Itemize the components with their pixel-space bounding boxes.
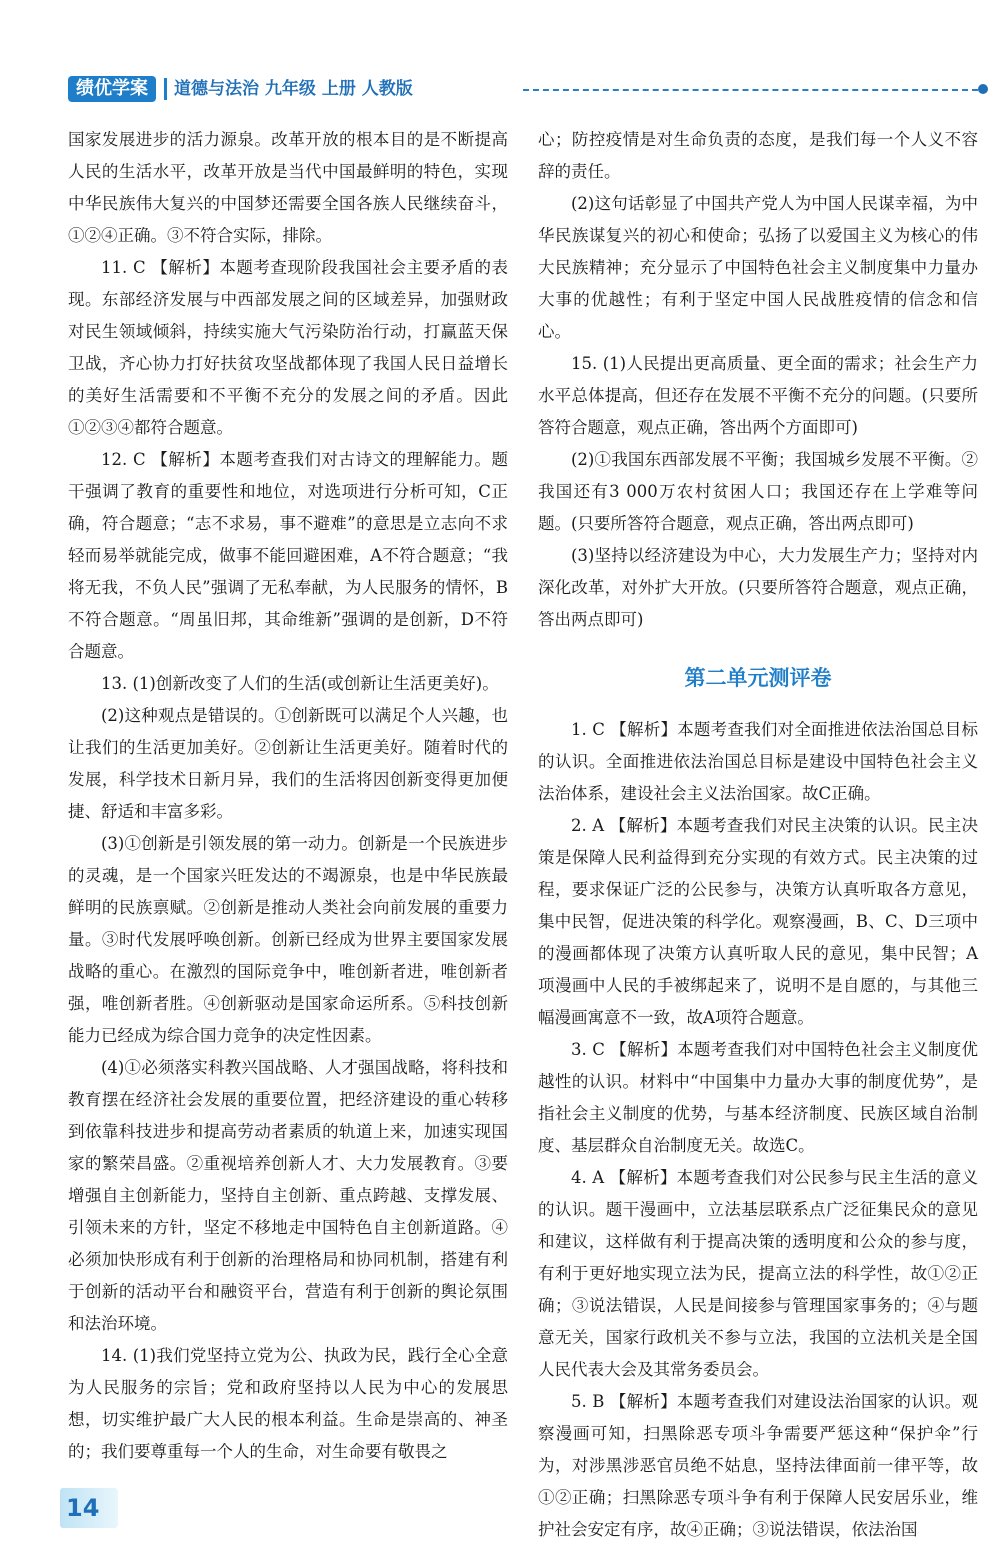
brand-badge: 绩优学案	[68, 76, 156, 102]
answer-13-4: (4)①必须落实科教兴国战略、人才强国战略，将科技和教育摆在经济社会发展的重要位置，把经济建设的重心转移到依靠科技进步和提高劳动者素质的轨道上来，加速实现国家的繁荣昌盛。②重视培养创新人才、大力发展教育。③要增强自主创新能力，坚持自主创新、重点跨越、支撑发展、引领未来的方针，坚定不移地走中国特色自主创新道路。④必须加快形成有利于创新的治理格局和协同机制，搭建有利于创新的活动平台和融资平台，营造有利于创新的舆论氛围和法治环境。	[68, 1058, 508, 1333]
answer-14-1: 14. (1)我们党坚持立党为公、执政为民，践行全心全意为人民服务的宗旨；党和政府坚持以人民为中心的发展思想，切实维护最广大人民的根本利益。生命是崇高的、神圣的；我们要尊重每一个人的生命，对生命要有敬畏之	[68, 1346, 508, 1461]
brand-divider	[164, 78, 167, 100]
answer-15-1: 15. (1)人民提出更高质量、更全面的需求；社会生产力水平总体提高，但还存在发展不平衡不充分的问题。(只要所答符合题意，观点正确，答出两个方面即可)	[538, 354, 978, 437]
answer-15-2: (2)①我国东西部发展不平衡；我国城乡发展不平衡。②我国还有3 000万农村贫困人口；我国还存在上学难等问题。(只要所答符合题意，观点正确，答出两点即可)	[538, 450, 978, 533]
right-column	[538, 124, 978, 1546]
unit2-answer-5: 5. B 【解析】本题考查我们对建设法治国家的认识。观察漫画可知，扫黑除恶专项斗争需要严惩这种“保护伞”行为，对涉黑涉恶官员绝不姑息，坚持法律面前一律平等，故①②正确；扫黑除恶专项斗争有利于保障人民安居乐业，维护社会安定有序，故④正确；③说法错误，依法治国	[538, 1392, 978, 1539]
answer-13-1: 13. (1)创新改变了人们的生活(或创新让生活更美好)。	[101, 674, 499, 693]
answer-13-2: (2)这种观点是错误的。①创新既可以满足个人兴趣，也让我们的生活更加美好。②创新让生活更美好。随着时代的发展，科学技术日新月异，我们的生活将因创新变得更加便捷、舒适和丰富多彩。	[68, 706, 508, 821]
page-header	[68, 72, 988, 106]
answer-11: 11. C 【解析】本题考查现阶段我国社会主要矛盾的表现。东部经济发展与中西部发展之间的区域差异，加强财政对民生领域倾斜，持续实施大气污染防治行动，打赢蓝天保卫战，齐心协力打好扶贫攻坚战都体现了我国人民日益增长的美好生活需要和不平衡不充分的发展之间的矛盾。因此①②③④都符合题意。	[68, 258, 508, 437]
unit2-answer-3: 3. C 【解析】本题考查我们对中国特色社会主义制度优越性的认识。材料中“中国集中力量办大事的制度优势”，是指社会主义制度的优势，与基本经济制度、民族区域自治制度、基层群众自治制度无关。故选C。	[538, 1040, 978, 1155]
section-title: 第二单元测评卷	[684, 666, 832, 690]
answer-13-3: (3)①创新是引领发展的第一动力。创新是一个民族进步的灵魂，是一个国家兴旺发达的不竭源泉，也是中华民族最鲜明的民族禀赋。②创新是推动人类社会向前发展的重要力量。③时代发展呼唤创新。创新已经成为世界主要国家发展战略的重心。在激烈的国际竞争中，唯创新者进，唯创新者强，唯创新者胜。④创新驱动是国家命运所系。⑤科技创新能力已经成为综合国力竞争的决定性因素。	[68, 834, 508, 1045]
answer-paragraph: 国家发展进步的活力源泉。改革开放的根本目的是不断提高人民的生活水平，改革开放是当代中国最鲜明的特色，实现中华民族伟大复兴的中国梦还需要全国各族人民继续奋斗，①②④正确。③不符合实际，排除。	[68, 130, 508, 245]
left-column	[68, 124, 508, 1468]
header-dotted-rule	[523, 89, 978, 91]
answer-14-2: (2)这句话彰显了中国共产党人为中国人民谋幸福，为中华民族谋复兴的初心和使命；弘扬了以爱国主义为核心的伟大民族精神；充分显示了中国特色社会主义制度集中力量办大事的优越性；有利于坚定中国人民战胜疫情的信念和信心。	[538, 194, 978, 341]
unit2-answer-2: 2. A 【解析】本题考查我们对民主决策的认识。民主决策是保障人民利益得到充分实现的有效方式。民主决策的过程，要求保证广泛的公民参与，决策方认真听取各方意见，集中民智，促进决策的科学化。观察漫画，B、C、D三项中的漫画都体现了决策方认真听取人民的意见，集中民智；A项漫画中人民的手被绑起来了，说明不是自愿的，与其他三幅漫画寓意不一致，故A项符合题意。	[538, 816, 978, 1027]
answer-12: 12. C 【解析】本题考查我们对古诗文的理解能力。题干强调了教育的重要性和地位，对选项进行分析可知，C正确，符合题意；“志不求易，事不避难”的意思是立志向不求轻而易举就能完成，做事不能回避困难，A不符合题意；“我将无我，不负人民”强调了无私奉献，为人民服务的情怀，B不符合题意。“周虽旧邦，其命维新”强调的是创新，D不符合题意。	[68, 450, 508, 661]
page-number: 14	[60, 1488, 118, 1528]
unit2-answer-1: 1. C 【解析】本题考查我们对全面推进依法治国总目标的认识。全面推进依法治国总目标是建设中国特色社会主义法治体系，建设社会主义法治国家。故C正确。	[538, 720, 978, 803]
header-rule-end-dot	[978, 84, 988, 94]
book-subject: 道德与法治 九年级 上册 人教版	[174, 79, 413, 99]
unit2-answer-4: 4. A 【解析】本题考查我们对公民参与民主生活的意义的认识。题干漫画中，立法基层联系点广泛征集民众的意见和建议，这样做有利于提高决策的透明度和公众的参与度，有利于更好地实现立法为民，提高立法的科学性，故①②正确；③说法错误，人民是间接参与管理国家事务的；④与题意无关，国家行政机关不参与立法，我国的立法机关是全国人民代表大会及其常务委员会。	[538, 1168, 978, 1379]
answer-14-1-continued: 心；防控疫情是对生命负责的态度，是我们每一个人义不容辞的责任。	[538, 130, 978, 181]
answer-15-3: (3)坚持以经济建设为中心，大力发展生产力；坚持对内深化改革，对外扩大开放。(只要所答符合题意，观点正确，答出两点即可)	[538, 546, 978, 629]
